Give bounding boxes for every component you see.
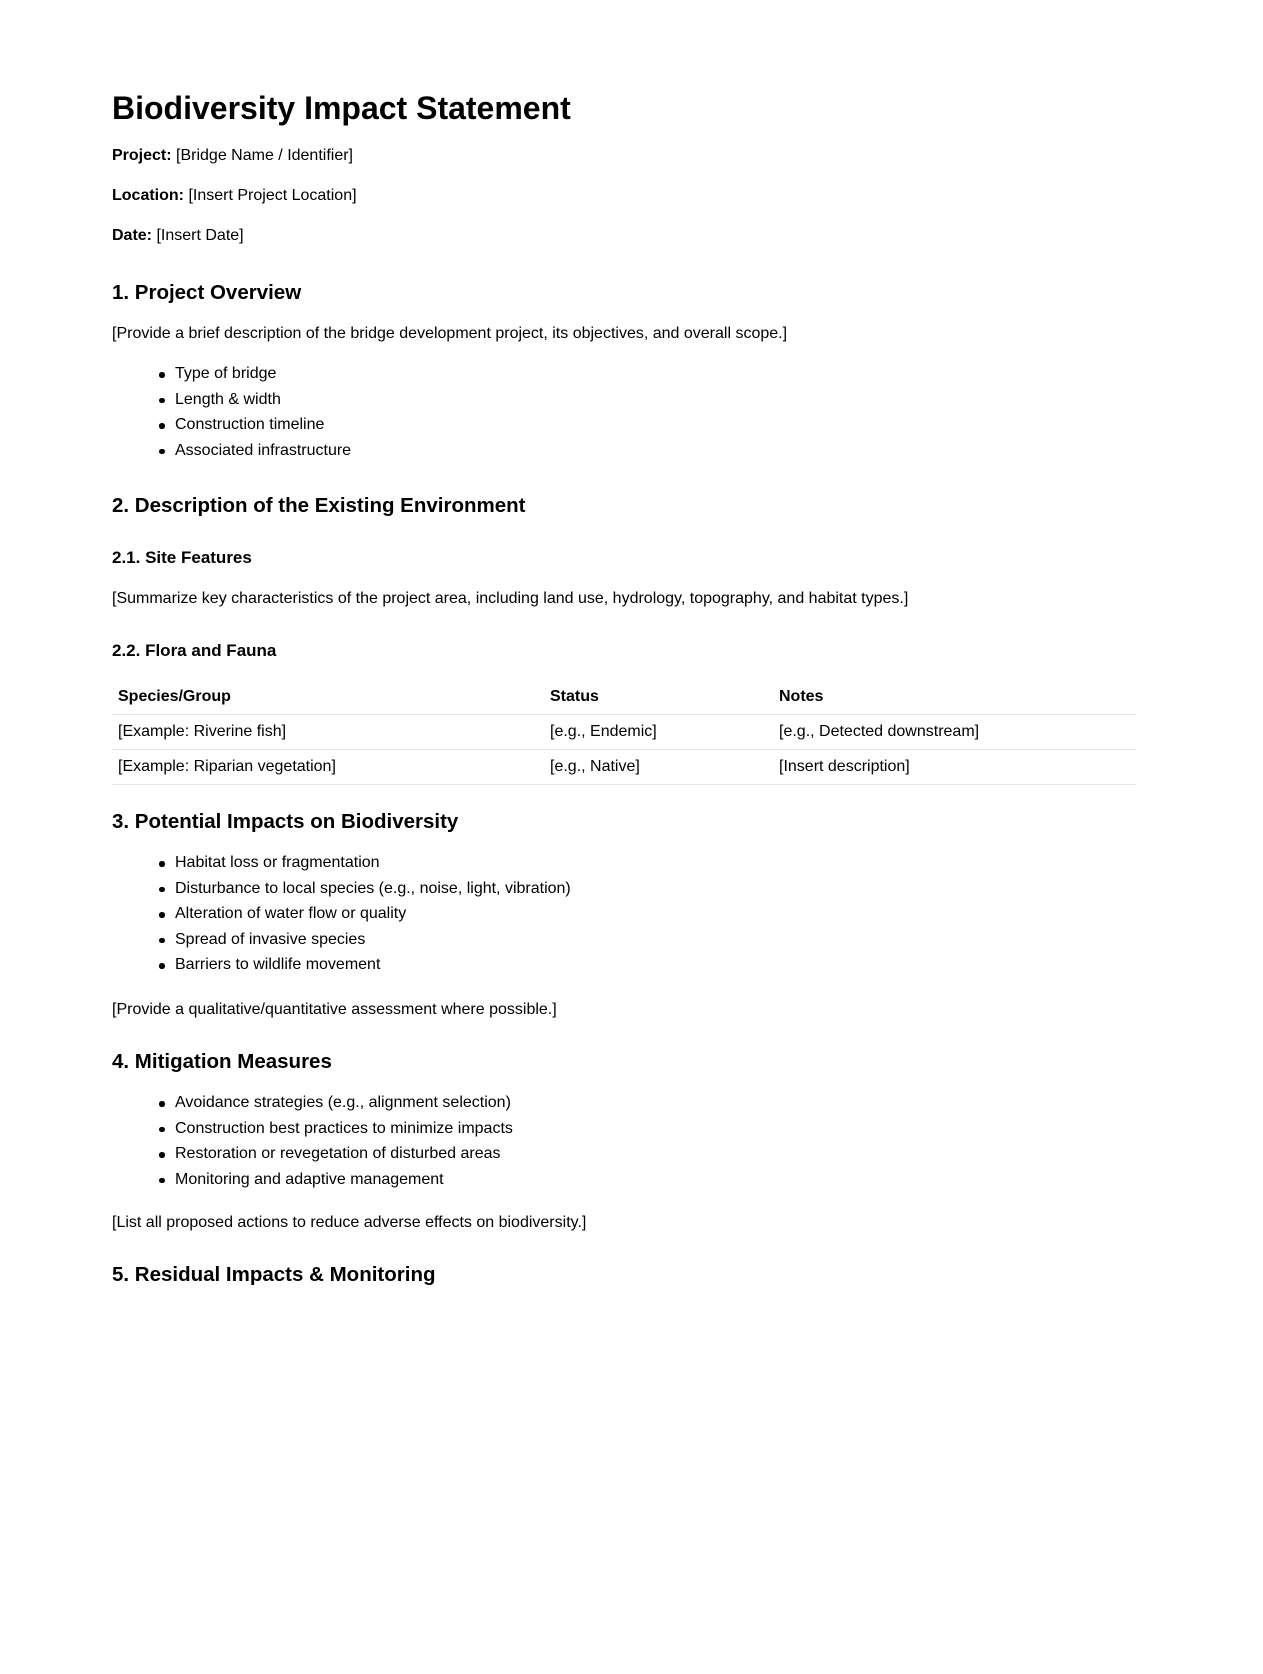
table-cell: [Example: Riparian vegetation] — [112, 750, 544, 785]
list-item: Habitat loss or fragmentation — [175, 853, 571, 879]
section-1-description: [Provide a brief description of the bridge development project, its objectives, and overall scope.] — [112, 325, 788, 342]
meta-project — [112, 146, 353, 166]
table-cell: [Insert description] — [773, 750, 1136, 785]
table-cell: [Example: Riverine fish] — [112, 715, 544, 750]
meta-location-label: Location: — [112, 187, 184, 204]
list-item: Barriers to wildlife movement — [175, 955, 571, 981]
table-cell: [e.g., Endemic] — [544, 715, 773, 750]
list-item: Restoration or revegetation of disturbed areas — [175, 1144, 513, 1170]
list-item: Spread of invasive species — [175, 930, 571, 956]
list-item: Avoidance strategies (e.g., alignment selection) — [175, 1093, 513, 1119]
subsection-2-1-heading: 2.1. Site Features — [112, 548, 252, 567]
list-item: Alteration of water flow or quality — [175, 904, 571, 930]
section-5-heading: 5. Residual Impacts & Monitoring — [112, 1263, 436, 1286]
meta-location — [112, 186, 357, 206]
section-4-text: [List all proposed actions to reduce adverse effects on biodiversity.] — [112, 1214, 587, 1231]
section-1-heading: 1. Project Overview — [112, 281, 302, 304]
section-3-list — [112, 853, 571, 981]
meta-project-label: Project: — [112, 147, 172, 164]
list-item: Construction timeline — [175, 415, 351, 441]
section-3-heading: 3. Potential Impacts on Biodiversity — [112, 810, 459, 833]
section-3-text: [Provide a qualitative/quantitative assessment where possible.] — [112, 1001, 557, 1018]
subsection-2-2-heading: 2.2. Flora and Fauna — [112, 641, 277, 660]
table-row — [112, 750, 1136, 785]
section-4-heading: 4. Mitigation Measures — [112, 1050, 332, 1073]
table-cell: [e.g., Detected downstream] — [773, 715, 1136, 750]
meta-location-value: [Insert Project Location] — [188, 187, 357, 204]
table-row — [112, 715, 1136, 750]
table-cell: [e.g., Native] — [544, 750, 773, 785]
table-header-row — [112, 680, 1136, 715]
list-item: Construction best practices to minimize impacts — [175, 1119, 513, 1145]
section-1-list — [112, 364, 351, 466]
document-title: Biodiversity Impact Statement — [112, 90, 571, 126]
column-header-notes: Notes — [773, 680, 1136, 715]
meta-date-label: Date: — [112, 227, 153, 244]
list-item: Length & width — [175, 390, 351, 416]
list-item: Disturbance to local species (e.g., noise, light, vibration) — [175, 879, 571, 905]
meta-date-value: [Insert Date] — [156, 227, 244, 244]
meta-date — [112, 226, 244, 246]
column-header-status: Status — [544, 680, 773, 715]
flora-fauna-table — [112, 680, 1136, 785]
meta-project-value: [Bridge Name / Identifier] — [176, 147, 353, 164]
list-item: Type of bridge — [175, 364, 351, 390]
section-4-list — [112, 1093, 513, 1195]
column-header-species: Species/Group — [112, 680, 544, 715]
section-2-heading: 2. Description of the Existing Environment — [112, 494, 526, 517]
subsection-2-1-text: [Summarize key characteristics of the project area, including land use, hydrology, topography, and habitat types.] — [112, 590, 909, 607]
list-item: Monitoring and adaptive management — [175, 1170, 513, 1196]
document-page — [112, 0, 1136, 1292]
list-item: Associated infrastructure — [175, 441, 351, 467]
